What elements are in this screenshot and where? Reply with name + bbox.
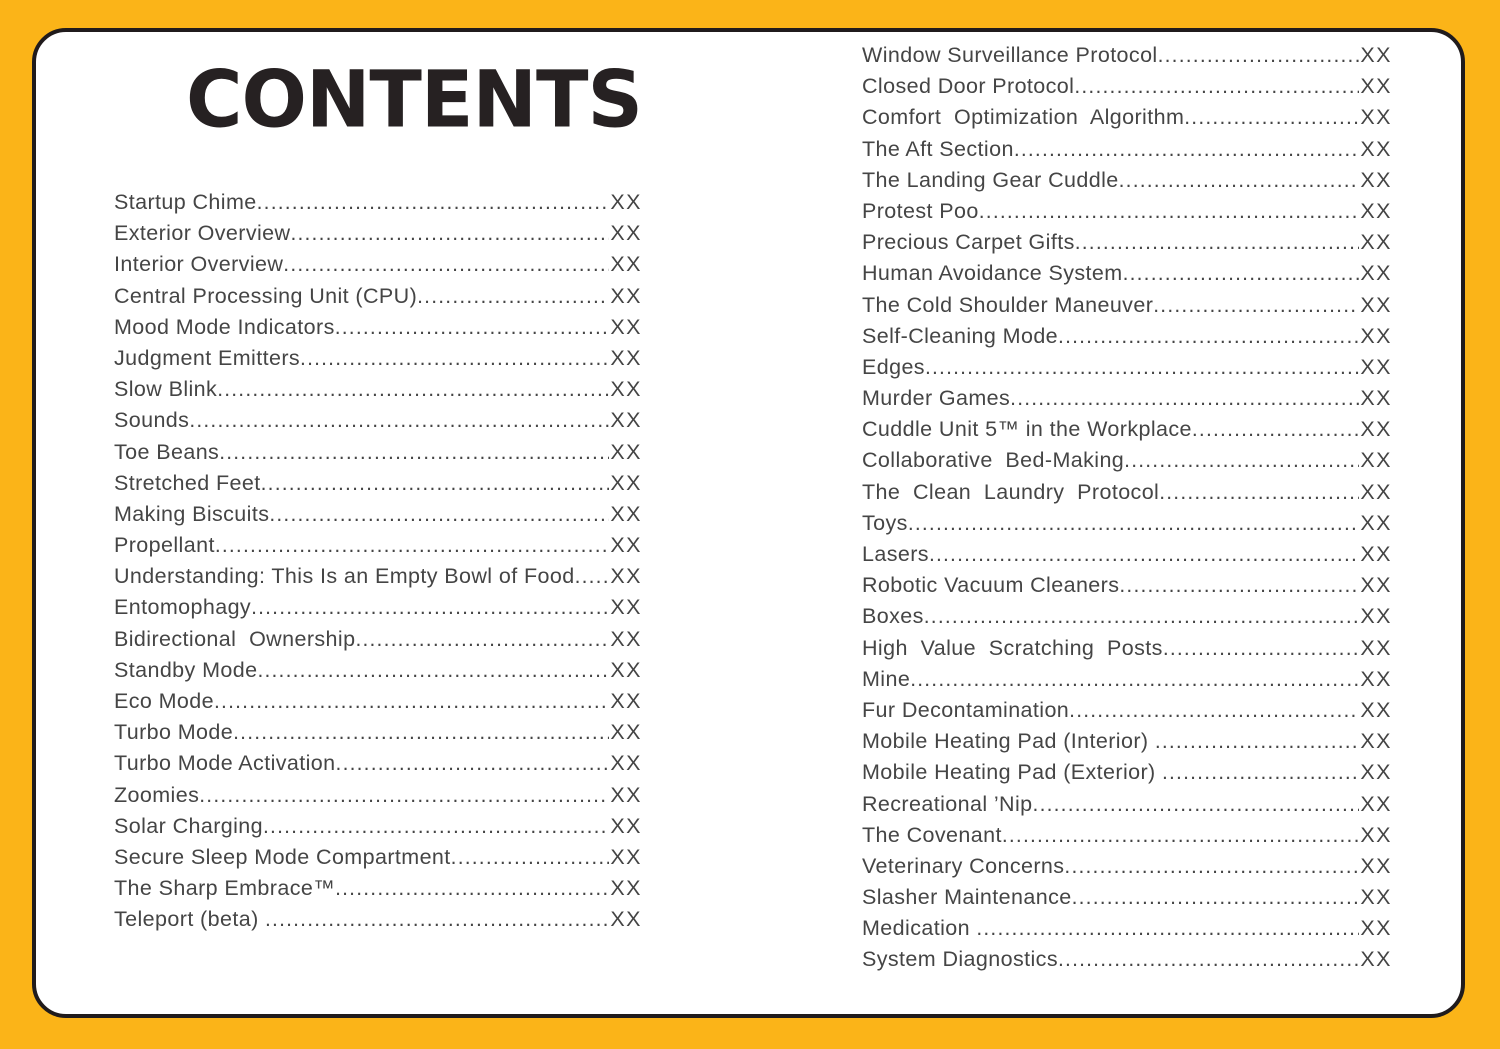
toc-entry-label: High Value Scratching Posts: [862, 635, 1163, 660]
toc-entry-page-number: XX: [1360, 292, 1392, 317]
toc-entry: [114, 873, 642, 904]
toc-entry-page-number: XX: [1360, 261, 1392, 286]
toc-entry: [862, 196, 1392, 227]
toc-dot-leader: [335, 873, 609, 904]
toc-dot-leader: [300, 343, 609, 374]
toc-entry-label: Entomophagy: [114, 595, 252, 620]
toc-entry-page-number: XX: [610, 751, 642, 776]
toc-entry-page-number: XX: [610, 657, 642, 682]
toc-entry-label: Toe Beans: [114, 439, 220, 464]
toc-entry: [862, 944, 1392, 975]
toc-entry: [862, 383, 1392, 414]
toc-entry: [114, 561, 642, 592]
toc-entry-label: Protest Poo: [862, 198, 979, 223]
toc-entry: [862, 258, 1392, 289]
page-title: CONTENTS: [186, 55, 642, 146]
toc-entry-label: Mine: [862, 666, 911, 691]
toc-entry: [114, 343, 642, 374]
toc-entry: [114, 748, 642, 779]
toc-entry-page-number: XX: [1360, 198, 1392, 223]
toc-dot-leader: [217, 374, 609, 405]
toc-dot-leader: [1010, 383, 1359, 414]
toc-entry-page-number: XX: [1360, 916, 1392, 941]
toc-dot-leader: [1072, 882, 1360, 913]
toc-entry-page-number: XX: [610, 470, 642, 495]
toc-dot-leader: [1192, 414, 1359, 445]
toc-dot-leader: [265, 904, 609, 935]
toc-dot-leader: [189, 405, 609, 436]
toc-entry: [862, 414, 1392, 445]
toc-entry-page-number: XX: [610, 439, 642, 464]
toc-entry-page-number: XX: [1360, 43, 1392, 67]
toc-entry-page-number: XX: [1360, 479, 1392, 504]
toc-entry-page-number: XX: [610, 283, 642, 308]
toc-dot-leader: [263, 811, 609, 842]
toc-entry-page-number: XX: [1360, 635, 1392, 660]
toc-entry-label: Turbo Mode: [114, 720, 234, 745]
toc-entry-page-number: XX: [1360, 105, 1392, 130]
toc-entry-label: System Diagnostics: [862, 947, 1058, 972]
toc-entry: [862, 508, 1392, 539]
toc-entry: [862, 913, 1392, 944]
toc-entry-page-number: XX: [1360, 729, 1392, 754]
toc-dot-leader: [451, 842, 610, 873]
toc-entry-page-number: XX: [610, 907, 642, 932]
toc-entry-page-number: XX: [610, 252, 642, 277]
toc-entry: [862, 789, 1392, 820]
toc-entry: [114, 811, 642, 842]
toc-entry-page-number: XX: [1360, 230, 1392, 255]
toc-dot-leader: [925, 352, 1359, 383]
toc-entry-page-number: XX: [610, 844, 642, 869]
toc-entry: [862, 851, 1392, 882]
toc-entry-page-number: XX: [1360, 74, 1392, 99]
toc-dot-leader: [1058, 944, 1359, 975]
toc-entry-page-number: XX: [1360, 885, 1392, 910]
toc-entry-label: Teleport (beta): [114, 907, 265, 932]
toc-dot-leader: [1002, 820, 1359, 851]
toc-entry-page-number: XX: [1360, 947, 1392, 972]
toc-entry: [862, 882, 1392, 913]
toc-column-right: [862, 40, 1392, 976]
toc-entry-label: Stretched Feet: [114, 470, 261, 495]
toc-entry-label: Edges: [862, 354, 925, 379]
toc-entry-label: Cuddle Unit 5™ in the Workplace: [862, 417, 1192, 442]
toc-entry: [862, 726, 1392, 757]
toc-entry: [862, 290, 1392, 321]
toc-entry-label: Understanding: This Is an Empty Bowl of Food: [114, 564, 575, 589]
toc-entry-page-number: XX: [1360, 853, 1392, 878]
toc-entry: [862, 757, 1392, 788]
toc-entry-label: Toys: [862, 510, 908, 535]
toc-entry-page-number: XX: [1360, 666, 1392, 691]
toc-entry-page-number: XX: [610, 595, 642, 620]
toc-entry-page-number: XX: [1360, 354, 1392, 379]
toc-entry-page-number: XX: [610, 876, 642, 901]
toc-entry: [114, 717, 642, 748]
toc-entry-label: Making Biscuits: [114, 501, 270, 526]
toc-entry-page-number: XX: [1360, 417, 1392, 442]
toc-entry-label: The Clean Laundry Protocol: [862, 479, 1160, 504]
toc-entry-label: Judgment Emitters: [114, 345, 301, 370]
toc-entry-label: Self-Cleaning Mode: [862, 323, 1059, 348]
toc-entry-label: The Covenant: [862, 822, 1002, 847]
toc-dot-leader: [1158, 40, 1360, 71]
toc-entry-label: Propellant: [114, 533, 215, 558]
toc-entry: [114, 312, 642, 343]
toc-dot-leader: [910, 664, 1359, 695]
toc-entry-label: The Landing Gear Cuddle: [862, 167, 1119, 192]
toc-entry-label: Murder Games: [862, 386, 1011, 411]
toc-entry: [114, 468, 642, 499]
toc-entry: [862, 570, 1392, 601]
toc-dot-leader: [1159, 477, 1359, 508]
toc-entry-page-number: XX: [610, 345, 642, 370]
toc-entry-page-number: XX: [1360, 167, 1392, 192]
toc-dot-leader: [1184, 102, 1359, 133]
toc-entry: [862, 445, 1392, 476]
toc-dot-leader: [1058, 321, 1359, 352]
toc-entry-label: Lasers: [862, 542, 929, 566]
toc-entry: [114, 405, 642, 436]
toc-entry: [862, 539, 1392, 570]
toc-entry-page-number: XX: [610, 782, 642, 807]
toc-entry-label: Human Avoidance System: [862, 261, 1123, 286]
toc-entry-label: Turbo Mode Activation: [114, 751, 336, 776]
toc-entry-label: Slow Blink: [114, 377, 218, 402]
toc-entry-label: Robotic Vacuum Cleaners: [862, 573, 1120, 598]
toc-entry-label: Medication: [862, 916, 977, 941]
toc-entry-page-number: XX: [610, 533, 642, 558]
toc-entry-label: The Cold Shoulder Maneuver: [862, 292, 1154, 317]
toc-dot-leader: [214, 686, 609, 717]
toc-entry-page-number: XX: [610, 689, 642, 713]
toc-entry-page-number: XX: [1360, 386, 1392, 411]
toc-dot-leader: [1123, 258, 1360, 289]
toc-dot-leader: [1155, 726, 1359, 757]
toc-entry-page-number: XX: [1360, 697, 1392, 722]
toc-entry-page-number: XX: [610, 190, 642, 214]
toc-dot-leader: [1124, 445, 1359, 476]
toc-entry-page-number: XX: [610, 626, 642, 651]
toc-entry-label: The Aft Section: [862, 136, 1014, 161]
toc-dot-leader: [336, 748, 610, 779]
toc-entry: [114, 904, 642, 935]
toc-dot-leader: [251, 592, 609, 623]
toc-entry-page-number: XX: [1360, 510, 1392, 535]
toc-dot-leader: [1119, 570, 1359, 601]
toc-entry-label: Collaborative Bed-Making: [862, 448, 1125, 473]
toc-entry: [114, 374, 642, 405]
toc-entry-page-number: XX: [610, 408, 642, 433]
toc-entry-label: Window Surveillance Protocol: [862, 43, 1158, 67]
toc-entry: [114, 780, 642, 811]
toc-entry-page-number: XX: [1360, 323, 1392, 348]
toc-entry-label: Secure Sleep Mode Compartment: [114, 844, 451, 869]
toc-entry: [862, 165, 1392, 196]
toc-dot-leader: [199, 780, 609, 811]
toc-entry-label: Zoomies: [114, 782, 200, 807]
toc-dot-leader: [929, 539, 1359, 570]
toc-entry-page-number: XX: [1360, 448, 1392, 473]
toc-entry: [862, 695, 1392, 726]
toc-entry-page-number: XX: [610, 564, 642, 589]
toc-entry: [114, 187, 642, 218]
toc-entry-label: Mobile Heating Pad (Interior): [862, 729, 1155, 754]
toc-entry-page-number: XX: [610, 720, 642, 745]
toc-dot-leader: [257, 187, 610, 218]
toc-entry: [862, 227, 1392, 258]
toc-entry-page-number: XX: [1360, 822, 1392, 847]
toc-entry-page-number: XX: [1360, 573, 1392, 598]
toc-entry-page-number: XX: [610, 377, 642, 402]
toc-dot-leader: [1163, 633, 1360, 664]
toc-entry-page-number: XX: [610, 813, 642, 838]
toc-dot-leader: [1153, 290, 1359, 321]
toc-dot-leader: [1119, 165, 1360, 196]
toc-entry: [114, 686, 642, 717]
toc-entry-label: Closed Door Protocol: [862, 74, 1075, 99]
toc-entry-label: Solar Charging: [114, 813, 264, 838]
toc-entry-label: Mood Mode Indicators: [114, 314, 335, 339]
toc-dot-leader: [979, 196, 1360, 227]
toc-entry: [862, 633, 1392, 664]
toc-dot-leader: [1069, 695, 1359, 726]
toc-entry: [862, 40, 1392, 71]
toc-entry: [862, 601, 1392, 632]
toc-entry: [114, 437, 642, 468]
toc-dot-leader: [261, 468, 610, 499]
toc-entry-label: Veterinary Concerns: [862, 853, 1065, 878]
toc-entry: [114, 281, 642, 312]
toc-entry-label: Central Processing Unit (CPU): [114, 283, 418, 308]
toc-entry-label: Standby Mode: [114, 657, 258, 682]
toc-entry: [114, 530, 642, 561]
toc-dot-leader: [269, 499, 609, 530]
toc-entry-page-number: XX: [610, 314, 642, 339]
toc-entry-label: Startup Chime: [114, 190, 257, 214]
toc-entry: [114, 592, 642, 623]
toc-dot-leader: [1014, 134, 1360, 165]
toc-dot-leader: [575, 561, 610, 592]
toc-entry-label: The Sharp Embrace™: [114, 876, 336, 901]
toc-entry-label: Mobile Heating Pad (Exterior): [862, 760, 1162, 785]
toc-dot-leader: [219, 437, 609, 468]
toc-dot-leader: [283, 249, 609, 280]
toc-entry-label: Slasher Maintenance: [862, 885, 1072, 910]
toc-entry: [114, 624, 642, 655]
toc-entry: [862, 664, 1392, 695]
toc-entry-page-number: XX: [1360, 791, 1392, 816]
toc-entry: [862, 71, 1392, 102]
toc-entry-label: Exterior Overview: [114, 221, 291, 246]
contents-page: [32, 28, 1465, 1018]
toc-entry-label: Interior Overview: [114, 252, 284, 277]
toc-entry-page-number: XX: [610, 501, 642, 526]
toc-entry-page-number: XX: [1360, 542, 1392, 566]
toc-dot-leader: [1162, 757, 1359, 788]
toc-entry: [862, 134, 1392, 165]
toc-entry-page-number: XX: [1360, 136, 1392, 161]
toc-entry: [862, 477, 1392, 508]
toc-dot-leader: [257, 655, 609, 686]
toc-entry-label: Fur Decontamination: [862, 697, 1070, 722]
toc-dot-leader: [976, 913, 1359, 944]
toc-entry-page-number: XX: [1360, 604, 1392, 629]
toc-entry-page-number: XX: [1360, 760, 1392, 785]
toc-dot-leader: [924, 601, 1360, 632]
toc-entry: [862, 352, 1392, 383]
toc-entry-label: Boxes: [862, 604, 924, 629]
toc-entry: [862, 820, 1392, 851]
toc-entry-label: Recreational ’Nip: [862, 791, 1033, 816]
toc-entry: [114, 655, 642, 686]
toc-column-left: [114, 187, 642, 936]
toc-dot-leader: [355, 624, 609, 655]
toc-dot-leader: [290, 218, 609, 249]
toc-entry: [114, 218, 642, 249]
toc-entry: [114, 249, 642, 280]
toc-dot-leader: [335, 312, 610, 343]
toc-entry: [862, 321, 1392, 352]
toc-entry-label: Precious Carpet Gifts: [862, 230, 1075, 255]
toc-dot-leader: [215, 530, 609, 561]
toc-dot-leader: [417, 281, 609, 312]
toc-dot-leader: [1075, 227, 1360, 258]
toc-dot-leader: [1033, 789, 1360, 820]
toc-entry-page-number: XX: [610, 221, 642, 246]
toc-entry: [114, 499, 642, 530]
toc-dot-leader: [908, 508, 1360, 539]
toc-entry-label: Eco Mode: [114, 689, 215, 713]
toc-entry-label: Comfort Optimization Algorithm: [862, 105, 1185, 130]
toc-dot-leader: [1064, 851, 1359, 882]
toc-entry: [114, 842, 642, 873]
toc-dot-leader: [233, 717, 609, 748]
toc-entry: [862, 102, 1392, 133]
toc-entry-label: Sounds: [114, 408, 190, 433]
toc-entry-label: Bidirectional Ownership: [114, 626, 356, 651]
toc-dot-leader: [1074, 71, 1359, 102]
